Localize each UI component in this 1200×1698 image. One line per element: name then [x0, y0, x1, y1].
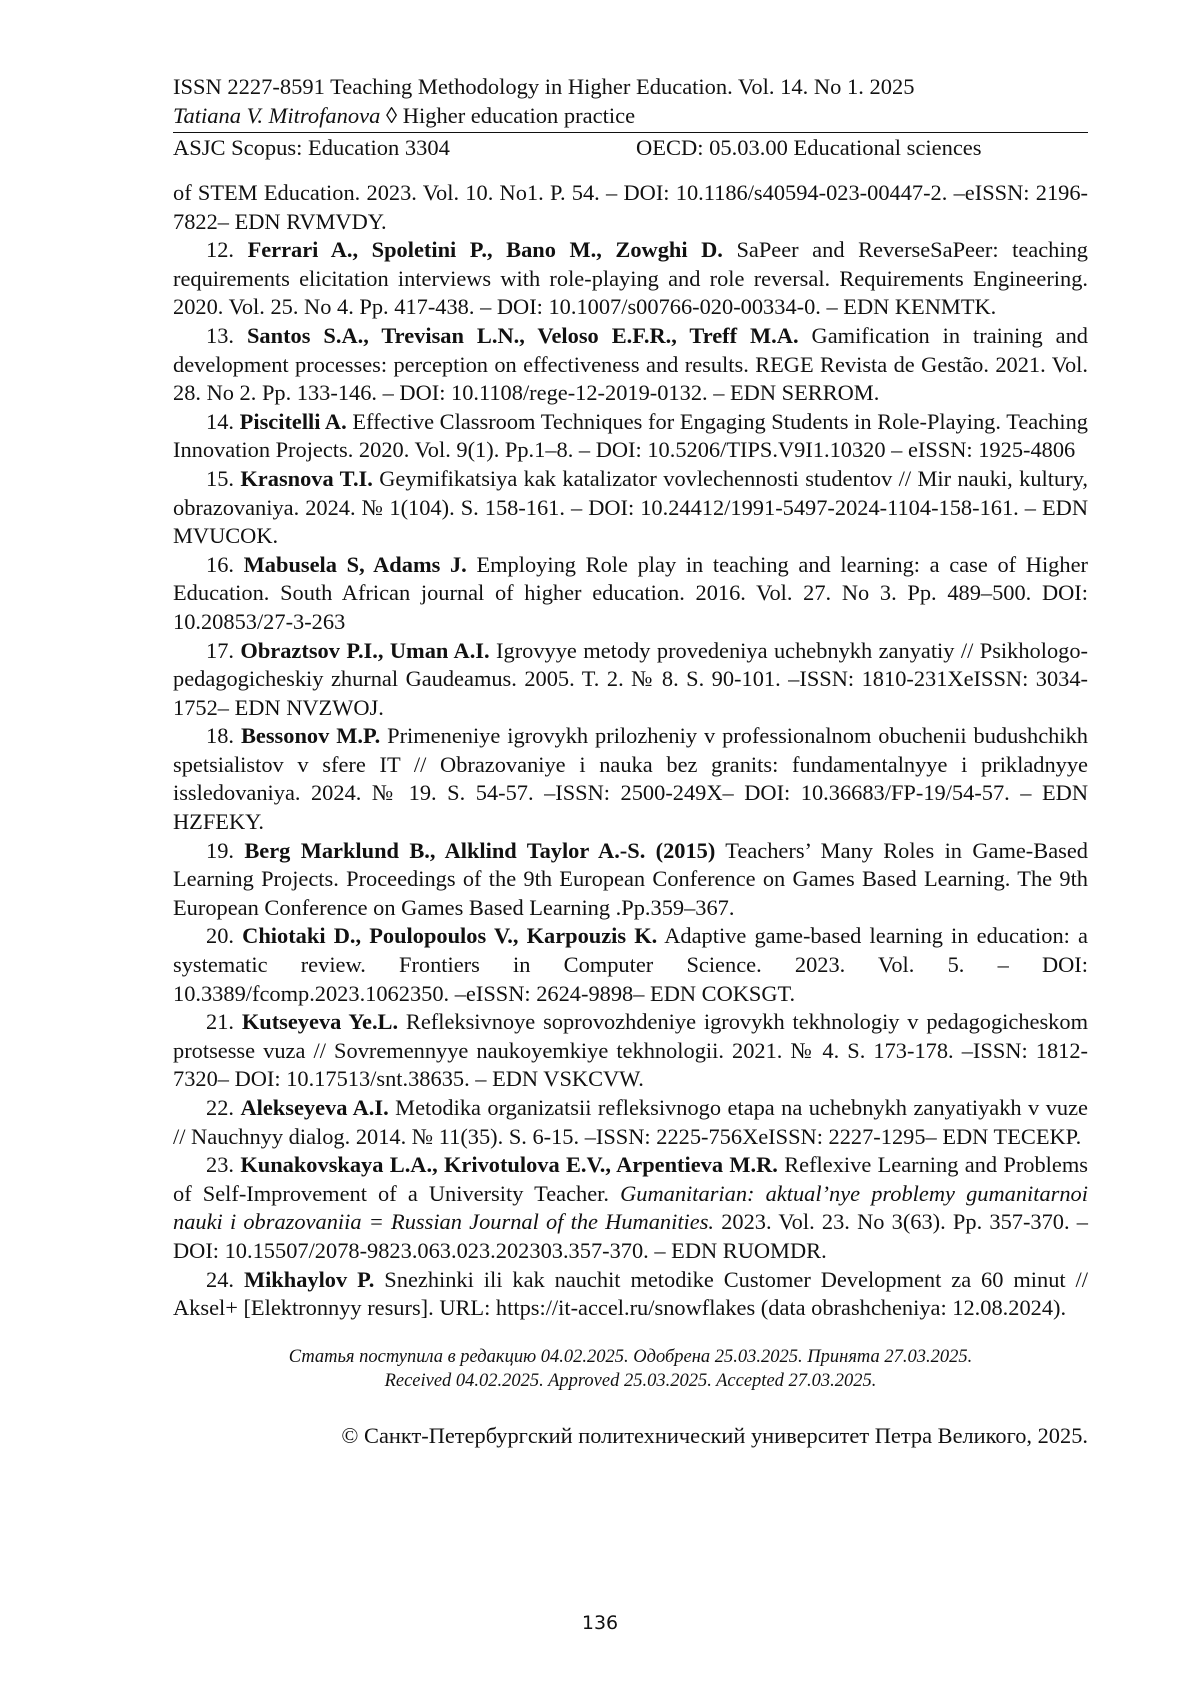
ref-text: Gamification in training and development processes: perception on effectiveness and results. REGE Revista de Gestão. 2021. Vol. 28. No 2. Pp. 133-146. – DOI: 10.1108/rege-12-2019-0132. – EDN SERROM. — [173, 322, 1088, 406]
classification-row — [173, 132, 1088, 163]
ref-authors: Kutseyeva Ye.L. — [241, 1009, 399, 1035]
ref-number: 13. — [206, 322, 234, 348]
journal-issn-line: ISSN 2227-8591 Teaching Methodology in Higher Education. Vol. 14. No 1. 2025 — [173, 74, 915, 99]
ref-authors: Krasnova T.I. — [240, 465, 373, 491]
reference-item — [173, 1094, 1088, 1151]
ref-number: 14. — [206, 408, 234, 434]
oecd-label: OECD: 05.03.00 Educational sciences — [636, 135, 982, 160]
ref-authors: Mikhaylov P. — [243, 1266, 375, 1292]
reference-item — [173, 922, 1088, 1008]
ref-text: Adaptive game-based learning in education: a systematic review. Frontiers in Computer Science. 2023. Vol. 5. – DOI: 10.3389/fcomp.2023.1062350. –eISSN: 2624-9898– EDN COKSGT. — [173, 923, 1088, 1006]
copyright-notice: © Санкт-Петербургский политехнический университет Петра Великого, 2025. — [341, 1422, 1088, 1448]
page-number: 136 — [581, 1612, 619, 1634]
ref-number: 20. — [206, 923, 234, 949]
reference-item — [173, 837, 1088, 923]
ref-authors: Ferrari A., Spoletini P., Bano M., Zowghi D. — [247, 237, 723, 263]
ref-authors: Mabusela S, Adams J. — [243, 551, 467, 577]
reference-item — [173, 1151, 1088, 1265]
journal-header — [173, 72, 1088, 101]
reference-item — [173, 465, 1088, 551]
ref-text: Refleksivnoye soprovozhdeniye igrovykh tekhnologiy v pedagogicheskom protsesse vuza // Sovremennyye naukoyemkiye tekhnologii. 2021. № 4. S. 173-178. –ISSN: 1812-7320– DOI: 10.17513/snt.38635. – EDN VSKCVW. — [173, 1009, 1088, 1092]
article-dates — [173, 1345, 1088, 1393]
diamond-separator: ◊ — [385, 103, 398, 128]
reference-item — [173, 551, 1088, 637]
author-name: Tatiana V. Mitrofanova — [173, 103, 381, 128]
ref-journal: Gumanitarian: aktual’nye problemy gumanitarnoi nauki i obrazovaniia = Russian Journal of the Humanities. — [173, 1180, 1088, 1235]
ref-number: 19. — [206, 837, 234, 863]
reference-item — [173, 322, 1088, 408]
ref-text: SaPeer and ReverseSaPeer: teaching requirements elicitation interviews with role-playing and role reversal. Requirements Engineering. 2020. Vol. 25. No 4. Pp. 417-438. – DOI: 10.1007/s00766-020-00334-0. – EDN KENMTK. — [173, 237, 1088, 320]
reference-list — [173, 179, 1088, 1323]
ref-text: Teachers’ Many Roles in Game-Based Learning Projects. Proceedings of the 9th European Conference on Games Based Learning. The 9th European Conference on Games Based Learning .Pp.359–367. — [173, 837, 1088, 920]
reference-item — [173, 236, 1088, 322]
ref-number: 24. — [206, 1266, 234, 1292]
reference-item — [173, 1008, 1088, 1094]
reference-continuation: of STEM Education. 2023. Vol. 10. No1. P. 54. – DOI: 10.1186/s40594-023-00447-2. –eISSN: 2196-7822– EDN RVMVDY. — [173, 180, 1088, 234]
dates-russian: Статья поступила в редакцию 04.02.2025. Одобрена 25.03.2025. Принята 27.03.2025. — [288, 1346, 973, 1367]
section-name: Higher education practice — [402, 103, 636, 128]
ref-text: Employing Role play in teaching and learning: a case of Higher Education. South African journal of higher education. 2016. Vol. 27. No 3. Pp. 489–500. DOI: 10.20853/27-3-263 — [173, 551, 1088, 634]
ref-number: 16. — [206, 551, 234, 577]
ref-authors: Bessonov M.P. — [240, 723, 381, 749]
ref-tail: 2023. Vol. 23. No 3(63). Pp. 357-370. – DOI: 10.15507/2078-9823.063.023.202303.357-370. – EDN RUOMDR. — [173, 1209, 1088, 1263]
ref-number: 21. — [206, 1009, 234, 1035]
ref-authors: Chiotaki D., Poulopoulos V., Karpouzis K. — [242, 923, 658, 949]
reference-item — [173, 408, 1088, 465]
ref-number: 23. — [206, 1152, 234, 1178]
ref-text: Geymifikatsiya kak katalizator vovlechennosti studentov // Mir nauki, kultury, obrazovaniya. 2024. № 1(104). S. 158-161. – DOI: 10.24412/1991-5497-2024-1104-158-161. – EDN MVUCOK. — [173, 465, 1088, 549]
ref-authors: Berg Marklund B., Alklind Taylor A.-S. (2015) — [244, 837, 716, 863]
ref-number: 15. — [206, 465, 234, 491]
ref-text: Igrovyye metody provedeniya uchebnykh zanyatiy // Psikhologo-pedagogicheskiy zhurnal Gaudeamus. 2005. T. 2. № 8. S. 90-101. –ISSN: 1810-231XeISSN: 3034-1752– EDN NVZWOJ. — [173, 637, 1088, 720]
page-content — [173, 72, 1088, 1450]
ref-authors: Kunakovskaya L.A., Krivotulova E.V., Arpentieva M.R. — [240, 1152, 778, 1178]
ref-number: 17. — [206, 637, 234, 663]
reference-item — [173, 637, 1088, 723]
dates-english: Received 04.02.2025. Approved 25.03.2025. Accepted 27.03.2025. — [384, 1370, 877, 1391]
ref-text: Primeneniye igrovykh prilozheniy v professionalnom obuchenii budushchikh spetsialistov v sfere IT // Obrazovaniye i nauka bez granits: fundamentalnyye i prikladnyye issledovaniya. 2024. № 19. S. 54-57. –ISSN: 2500-249X– DOI: 10.36683/FP-19/54-57. – EDN HZFEKY. — [173, 723, 1088, 835]
ref-number: 12. — [206, 237, 234, 263]
ref-authors: Santos S.A., Trevisan L.N., Veloso E.F.R., Treff M.A. — [246, 322, 799, 348]
ref-text: Reflexive Learning and Problems of Self-Improvement of a University Teacher. — [173, 1152, 1088, 1206]
article-header — [173, 101, 1088, 130]
ref-text: Snezhinki ili kak nauchit metodike Customer Development za 60 minut // Aksel+ [Elektronnyy resurs]. URL: https://it-accel.ru/snowflakes (data obrashcheniya: 12.08.2024). — [173, 1266, 1088, 1321]
ref-number: 18. — [206, 723, 234, 749]
ref-text: Effective Classroom Techniques for Engaging Students in Role-Playing. Teaching Innovation Projects. 2020. Vol. 9(1). Pp.1–8. – DOI: 10.5206/TIPS.V9I1.10320 – eISSN: 1925-4806 — [173, 408, 1088, 463]
ref-authors: Piscitelli A. — [239, 408, 347, 434]
ref-authors: Alekseyeva A.I. — [240, 1095, 389, 1120]
ref-number: 22. — [206, 1095, 234, 1120]
asjc-label: ASJC Scopus: Education 3304 — [173, 135, 450, 160]
ref-text: Metodika organizatsii refleksivnogo etapa na uchebnykh zanyatiyakh v vuze // Nauchnyy dialog. 2014. № 11(35). S. 6-15. –ISSN: 2225-756XeISSN: 2227-1295– EDN TECEKP. — [173, 1095, 1088, 1149]
reference-item — [173, 1266, 1088, 1323]
ref-authors: Obraztsov P.I., Uman A.I. — [240, 637, 490, 663]
reference-item — [173, 722, 1088, 836]
